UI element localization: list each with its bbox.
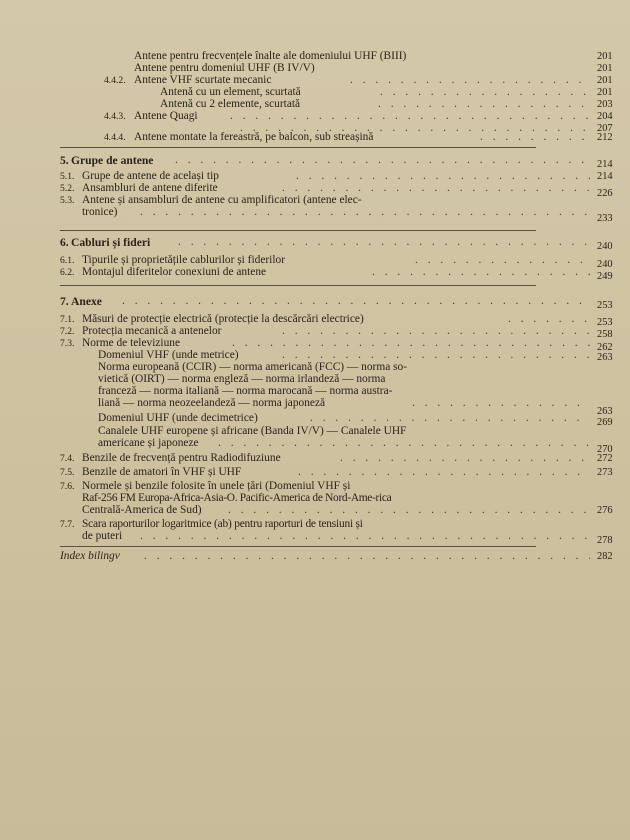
dot-leader — [372, 266, 590, 279]
section-divider — [60, 147, 536, 148]
toc-entry: 7.4. Benzile de frecvență pentru Radiodifuziune . . . 272 — [60, 452, 580, 465]
toc-entry: 4.4.2. Antene VHF scurtate mecanic . . . 201 — [60, 74, 580, 87]
toc-entry: 5.2. Ansambluri de antene diferite . . . 226 — [60, 182, 580, 195]
toc-entry: 4.4.4. Antene montate la fereastră, pe balcon, sub streașină . . . 212 — [60, 131, 580, 144]
toc-entry: 5.1. Grupe de antene de același tip . . . 214 — [60, 170, 580, 183]
toc-entry: 6.1. Tipurile și proprietățile cablurilor și fiderilor . . . 240 — [60, 254, 580, 267]
dot-leader — [310, 412, 590, 425]
section-divider — [60, 230, 536, 231]
toc-entry: de puteri . . . 278 — [60, 530, 580, 543]
toc-chapter: 5. Grupe de antene . . . 214 — [60, 154, 580, 167]
toc-entry: 7.3. Norme de televiziune . . . 262 — [60, 337, 580, 350]
toc-entry: vietică (OIRT) — norma engleză — norma irlandeză — norma — [98, 373, 386, 385]
toc-entry: Centrală-America de Sud) . . . 276 — [60, 504, 580, 517]
toc-entry: . . . 207 — [60, 122, 580, 135]
toc-entry: 7.2. Protecția mecanică a antenelor . . . 258 — [60, 325, 580, 338]
dot-leader — [218, 437, 590, 450]
dot-leader — [480, 131, 590, 144]
dot-leader — [340, 452, 590, 465]
toc-entry: 4.4.3. Antene Quagi . . . 204 — [60, 110, 580, 123]
toc-entry: 7.1. Măsuri de protecție electrică (protecție la descărcări electrice) . . . 253 — [60, 313, 580, 326]
dot-leader — [144, 550, 590, 563]
dot-leader — [228, 504, 590, 517]
toc-entry: Domeniul VHF (unde metrice) . . . 263 — [60, 349, 580, 362]
dot-leader — [298, 466, 590, 479]
section-divider — [60, 285, 536, 286]
dot-leader — [140, 206, 590, 219]
toc-entry: 6.2. Montajul diferitelor conexiuni de antene . . . 249 — [60, 266, 580, 279]
dot-leader — [178, 236, 590, 249]
toc-entry: franceză — norma italiană — norma marocană — norma austra- — [98, 385, 393, 397]
toc-entry: Index bilingv . . . 282 — [60, 550, 580, 563]
toc-entry: 5.3. Antene și ansambluri de antene cu amplificatori (antene elec- — [60, 194, 362, 206]
toc-entry: tronice) . . . 233 — [60, 206, 580, 219]
toc-entry: Raf-256 FM Europa-Africa-Asia-O. Pacific-America de Nord-Ame-rica — [82, 492, 392, 504]
dot-leader — [175, 154, 590, 167]
dot-leader — [140, 530, 590, 543]
toc-entry: Antene pentru domeniul UHF (B IV/V) 201 — [134, 62, 613, 74]
toc-entry: 7.7. Scara raporturilor logaritmice (ab) pentru raporturi de tensiuni și — [60, 518, 363, 530]
toc-entry: 7.6. Normele și benzile folosite în unele țări (Domeniul VHF și — [60, 480, 351, 492]
toc-entry: 7.5. Benzile de amatori în VHF și UHF . . . 273 — [60, 466, 580, 479]
toc-chapter: 6. Cabluri și fideri . . . 240 — [60, 236, 580, 249]
toc-entry: Domeniul UHF (unde decimetrice) . . . 269 — [60, 412, 580, 425]
toc-entry: Antenă cu un element, scurtată . . . 201 — [60, 86, 580, 99]
dot-leader — [122, 295, 590, 308]
toc-entry: americane și japoneze . . . 270 — [60, 437, 580, 450]
toc-entry: Canalele UHF europene și africane (Banda IV/V) — Canalele UHF — [98, 425, 407, 437]
section-divider — [60, 546, 536, 547]
toc-entry: Antene pentru frecvențele înalte ale domeniului UHF (BIII) 201 — [134, 50, 613, 62]
toc-entry: 263 — [597, 406, 613, 417]
toc-chapter: 7. Anexe . . . 253 — [60, 295, 580, 308]
toc-entry: Antenă cu 2 elemente, scurtată . . . 203 — [60, 98, 580, 111]
toc-entry: liană — norma neozeelandeză — norma japoneză . . . — [60, 397, 580, 410]
toc-entry: Norma europeană (CCIR) — norma americană (FCC) — norma so- — [98, 361, 408, 373]
